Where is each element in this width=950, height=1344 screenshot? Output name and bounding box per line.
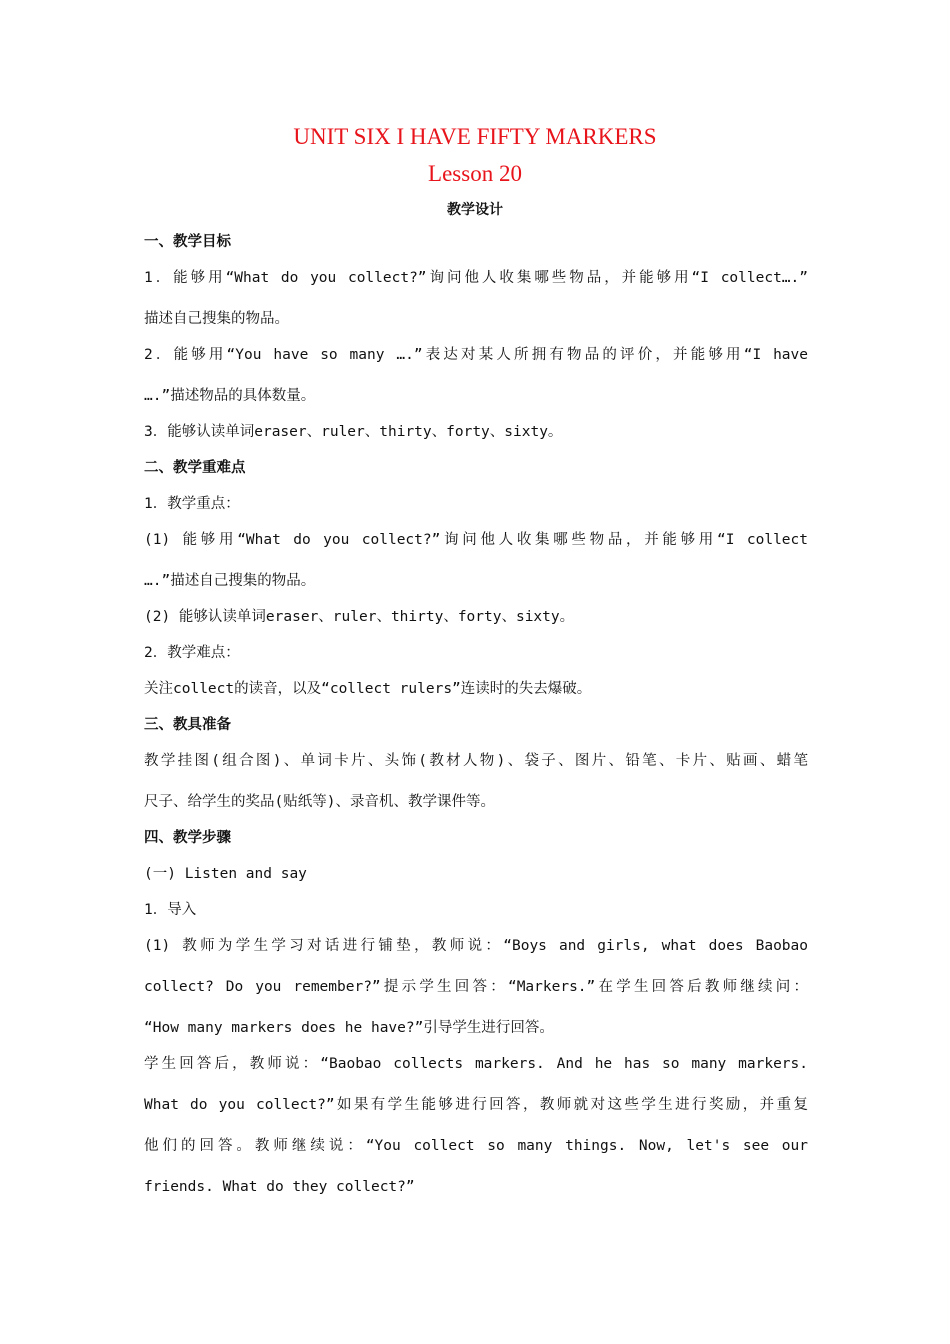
section-heading-steps: 四、教学步骤 (144, 830, 231, 846)
materials-line-1: 教学挂图(组合图)、单词卡片、头饰(教材人物)、袋子、图片、铅笔、卡片、贴画、蜡笔 (144, 753, 808, 769)
key-point-2: (2) 能够认读单词eraser、ruler、thirty、forty、sixty。 (144, 609, 575, 625)
lead-in-para-2-line-2: What do you collect?”如果有学生能够进行回答，教师就对这些学生进行奖励，并重复 (144, 1097, 808, 1113)
objective-1-line-2: 描述自己搜集的物品。 (144, 311, 289, 327)
step-lead-in: 1．导入 (144, 902, 197, 918)
lesson-title: Lesson 20 (428, 161, 522, 186)
objective-1-line-1: 1．能够用“What do you collect?”询问他人收集哪些物品，并能够用“I collect….” (144, 270, 808, 286)
objective-2-line-1: 2．能够用“You have so many ….”表达对某人所拥有物品的评价，并能够用“I have (144, 347, 808, 363)
section-heading-objectives: 一、教学目标 (144, 234, 231, 250)
difficult-points-label: 2．教学难点： (144, 645, 240, 661)
key-point-1-line-1: (1) 能够用“What do you collect?”询问他人收集哪些物品，并能够用“I collect (144, 532, 808, 548)
unit-title: UNIT SIX I HAVE FIFTY MARKERS (293, 124, 657, 149)
difficult-point-1: 关注collect的读音，以及“collect rulers”连读时的失去爆破。 (144, 681, 592, 697)
lead-in-para-2-line-3: 他们的回答。教师继续说：“You collect so many things. Now, let's see our (144, 1138, 808, 1154)
lead-in-para-1-line-3: “How many markers does he have?”引导学生进行回答。 (144, 1020, 554, 1036)
objective-3: 3．能够认读单词eraser、ruler、thirty、forty、sixty。 (144, 424, 563, 440)
section-heading-key-points: 二、教学重难点 (144, 460, 246, 476)
objective-2-line-2: ….”描述物品的具体数量。 (144, 388, 316, 404)
key-point-1-line-2: ….”描述自己搜集的物品。 (144, 573, 316, 589)
step-listen-and-say: (一) Listen and say (144, 866, 307, 882)
lead-in-para-2-line-1: 学生回答后，教师说：“Baobao collects markers. And he has so many markers. (144, 1056, 808, 1072)
section-heading-materials: 三、教具准备 (144, 717, 231, 733)
key-points-label: 1．教学重点： (144, 496, 240, 512)
materials-line-2: 尺子、给学生的奖品(贴纸等)、录音机、教学课件等。 (144, 794, 495, 810)
lead-in-para-1-line-2: collect? Do you remember?”提示学生回答：“Markers.”在学生回答后教师继续问： (144, 979, 808, 995)
lead-in-para-1-line-1: (1) 教师为学生学习对话进行铺垫，教师说：“Boys and girls, what does Baobao (144, 938, 808, 954)
document-subtitle: 教学设计 (447, 202, 503, 218)
lead-in-para-2-line-4: friends. What do they collect?” (144, 1179, 415, 1195)
